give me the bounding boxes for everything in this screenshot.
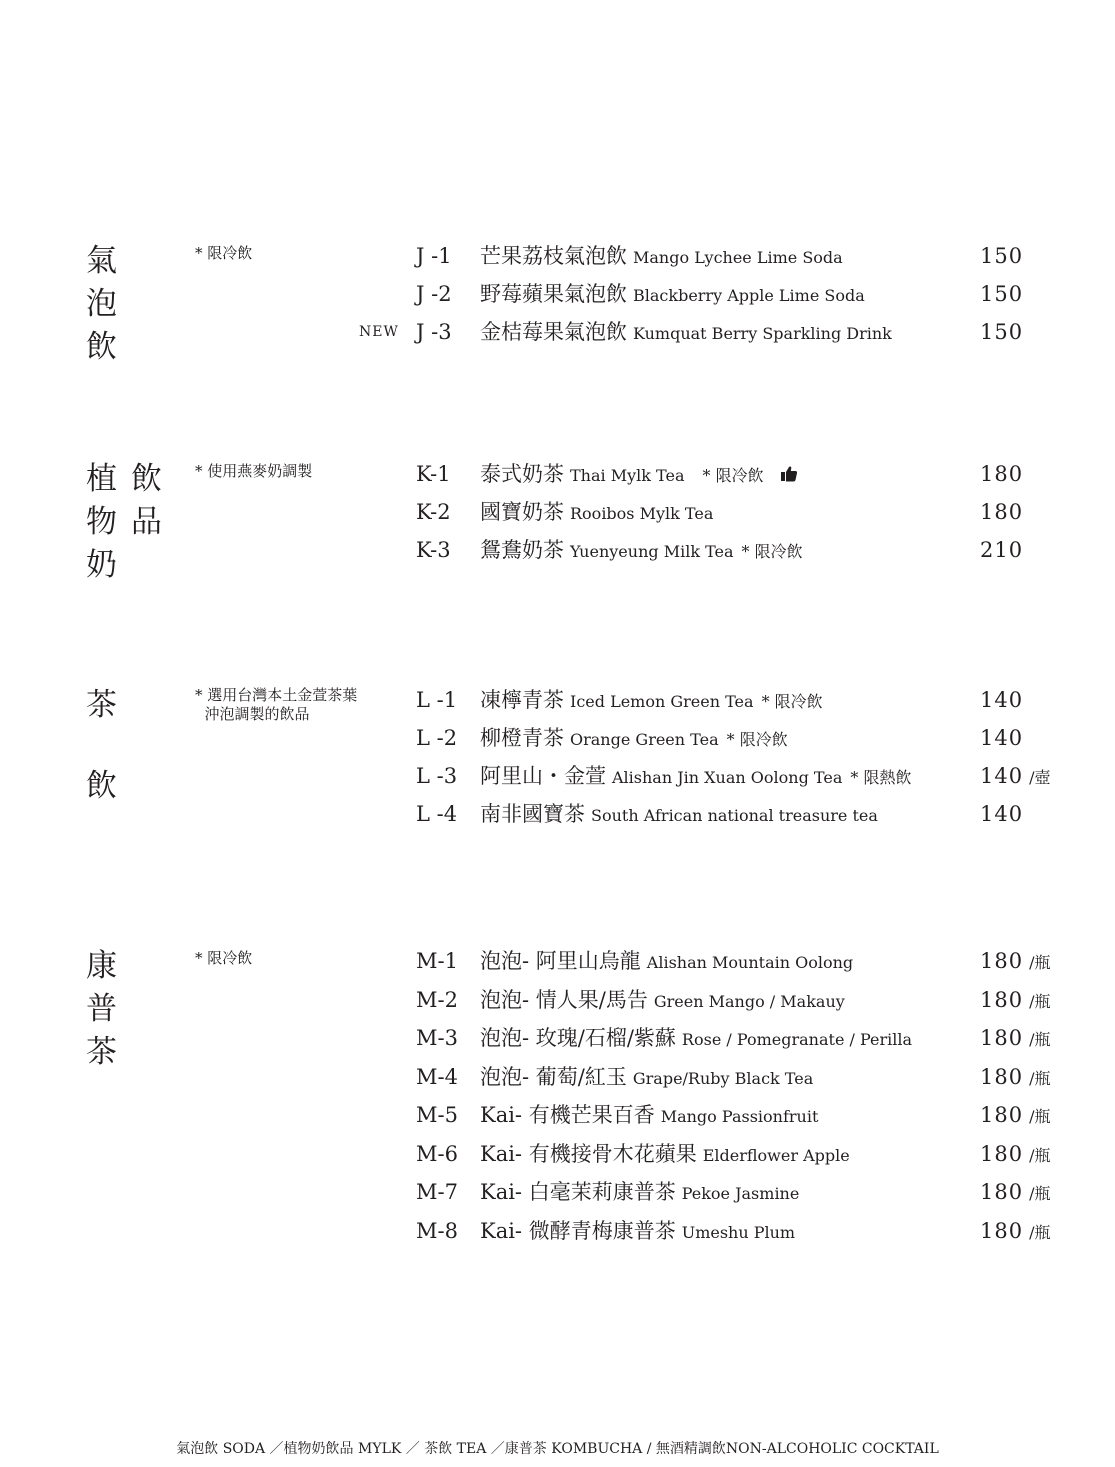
item-price: 150	[980, 244, 1024, 268]
new-badge: NEW	[359, 324, 399, 340]
item-code: M-5	[416, 1103, 458, 1127]
item-name-en: Alishan Jin Xuan Oolong Tea	[612, 768, 843, 787]
item-code: K-3	[416, 538, 451, 562]
item-price: 150	[980, 282, 1024, 306]
item-code: J -3	[416, 320, 452, 344]
item-price-value: 180	[980, 987, 1024, 1012]
section-note-soda: * 限冷飲	[195, 244, 253, 262]
menu-item[interactable]	[0, 1215, 1115, 1247]
item-price-unit: /瓶	[1029, 953, 1051, 972]
item-note: * 限熱飲	[850, 768, 912, 787]
title-char: 飲	[131, 461, 162, 497]
item-code: M-2	[416, 987, 458, 1012]
item-name	[480, 798, 878, 832]
item-code: M-7	[416, 1180, 458, 1204]
thumbs-up-icon	[780, 460, 798, 492]
item-name-zh: Kai- 有機芒果百香	[480, 1103, 655, 1127]
menu-item[interactable]	[0, 1138, 1115, 1170]
item-name	[480, 1099, 818, 1133]
item-code: L -3	[416, 764, 458, 788]
title-char: 飲	[86, 329, 117, 365]
item-price	[980, 1176, 1051, 1210]
title-char: 茶	[86, 687, 117, 723]
item-price	[980, 1061, 1051, 1095]
item-name	[480, 984, 845, 1018]
item-name-zh: 國寶奶茶	[480, 500, 564, 524]
menu-item[interactable]	[0, 1022, 1115, 1054]
item-price: 150	[980, 320, 1024, 344]
item-code: L -4	[416, 802, 458, 826]
item-name	[480, 945, 853, 979]
title-char: 植	[86, 461, 117, 497]
item-name-zh: 金桔莓果氣泡飲	[480, 320, 627, 344]
item-name-en: Pekoe Jasmine	[681, 1184, 800, 1203]
item-name	[480, 1022, 912, 1056]
item-price: 180	[980, 500, 1024, 524]
item-name-en: Umeshu Plum	[681, 1222, 796, 1242]
item-price-value: 180	[980, 949, 1024, 973]
item-price-value: 140	[980, 764, 1024, 788]
item-price-value: 180	[980, 1064, 1024, 1089]
menu-item[interactable]	[0, 278, 1115, 310]
item-name-zh: 芒果荔枝氣泡飲	[480, 244, 627, 268]
item-name-en: Alishan Mountain Oolong	[646, 953, 854, 972]
item-name	[480, 278, 865, 312]
menu-item[interactable]	[0, 798, 1115, 830]
menu-item[interactable]	[0, 1176, 1115, 1208]
item-name-zh: 泡泡- 玫瑰/石榴/紫蘇	[480, 1026, 676, 1050]
item-price-unit: /壺	[1029, 768, 1051, 787]
section-note-mylk: * 使用燕麥奶調製	[195, 462, 313, 480]
item-name-zh: Kai- 有機接骨木花蘋果	[480, 1141, 697, 1166]
item-name	[480, 240, 843, 274]
title-char: 氣	[86, 243, 117, 279]
item-price: 180	[980, 462, 1024, 486]
item-price-unit: /瓶	[1029, 1222, 1051, 1242]
item-name-en: Thai Mylk Tea	[570, 466, 685, 485]
item-name-en: Mango Passionfruit	[660, 1107, 819, 1126]
item-name-zh: 阿里山・金萱	[480, 764, 606, 788]
item-price-unit: /瓶	[1029, 1184, 1051, 1203]
item-name	[480, 1138, 850, 1172]
menu-item[interactable]	[0, 722, 1115, 754]
item-price-value: 180	[980, 1180, 1024, 1204]
menu-item[interactable]	[0, 984, 1115, 1016]
item-name-en: Orange Green Tea	[570, 730, 719, 749]
item-code: K-2	[416, 500, 451, 524]
item-name-zh: 野莓蘋果氣泡飲	[480, 282, 627, 306]
item-code: M-4	[416, 1064, 458, 1089]
item-name-en: Blackberry Apple Lime Soda	[633, 286, 865, 305]
menu-item[interactable]	[0, 945, 1115, 977]
item-name	[480, 496, 713, 530]
menu-item[interactable]	[0, 240, 1115, 272]
item-note: * 限冷飲	[702, 466, 764, 485]
item-note: * 限冷飲	[761, 692, 823, 711]
item-name	[480, 1061, 813, 1095]
item-code: M-6	[416, 1141, 458, 1166]
item-price	[980, 760, 1051, 794]
item-name-en: Rose / Pomegranate / Perilla	[681, 1030, 913, 1049]
item-name-zh: 柳橙青茶	[480, 726, 564, 750]
item-code: J -1	[416, 244, 452, 268]
item-name-en: Yuenyeung Milk Tea	[570, 542, 734, 561]
item-name-zh: Kai- 微酵青梅康普茶	[480, 1218, 676, 1243]
menu-item[interactable]	[0, 760, 1115, 792]
menu-item[interactable]	[0, 496, 1115, 528]
title-char: 泡	[86, 286, 117, 322]
item-name-zh: 泡泡- 葡萄/紅玉	[480, 1064, 627, 1089]
item-price: 210	[980, 538, 1024, 562]
item-price-unit: /瓶	[1029, 1068, 1051, 1088]
menu-item[interactable]	[0, 534, 1115, 566]
item-name-zh: 凍檸青茶	[480, 688, 564, 712]
item-name-en: Elderflower Apple	[702, 1145, 850, 1165]
item-name-zh: 南非國寶茶	[480, 802, 585, 826]
title-char: 康	[86, 948, 117, 984]
item-name	[480, 1176, 799, 1210]
menu-item[interactable]	[0, 1099, 1115, 1131]
item-price-value: 180	[980, 1026, 1024, 1050]
item-name-en: Green Mango / Makauy	[653, 991, 845, 1011]
item-name-en: Iced Lemon Green Tea	[570, 692, 754, 711]
item-name-en: Rooibos Mylk Tea	[570, 504, 714, 523]
item-note: * 限冷飲	[726, 730, 788, 749]
item-price-value: 180	[980, 1141, 1024, 1166]
item-price	[980, 945, 1051, 979]
section-note-tea: * 選用台灣本土金萱茶葉 沖泡調製的飲品	[195, 686, 358, 723]
item-price	[980, 1138, 1051, 1172]
title-char: 茶	[86, 1034, 117, 1070]
item-name-en: South African national treasure tea	[591, 806, 878, 825]
item-price-value: 180	[980, 1218, 1024, 1243]
item-code: J -2	[416, 282, 452, 306]
item-price	[980, 1215, 1051, 1249]
item-name-en: Grape/Ruby Black Tea	[632, 1068, 814, 1088]
menu-item[interactable]	[0, 1061, 1115, 1093]
item-price-unit: /瓶	[1029, 1145, 1051, 1165]
title-char: 飲	[86, 768, 117, 804]
title-char: 奶	[86, 547, 117, 583]
item-name-en: Mango Lychee Lime Soda	[633, 248, 843, 267]
menu-item[interactable]	[0, 458, 1115, 490]
item-code: M-8	[416, 1218, 458, 1243]
item-code: L -1	[416, 688, 458, 712]
item-name-zh: 泡泡- 情人果/馬告	[480, 987, 648, 1012]
item-price-unit: /瓶	[1029, 991, 1051, 1011]
item-price	[980, 1099, 1051, 1133]
item-price	[980, 984, 1051, 1018]
item-name	[480, 316, 892, 350]
title-char: 普	[86, 991, 117, 1027]
item-name-zh: 泰式奶茶	[480, 462, 564, 486]
item-name-zh: 泡泡- 阿里山烏龍	[480, 949, 641, 973]
item-code: K-1	[416, 462, 451, 486]
title-char: 品	[131, 504, 162, 540]
item-price-unit: /瓶	[1029, 1107, 1051, 1126]
item-price: 140	[980, 726, 1024, 750]
item-name	[480, 1215, 795, 1249]
item-name-en: Kumquat Berry Sparkling Drink	[633, 324, 892, 343]
item-price: 140	[980, 688, 1024, 712]
menu-item[interactable]	[0, 684, 1115, 716]
item-code: M-1	[416, 949, 458, 973]
item-price-value: 180	[980, 1103, 1024, 1127]
item-price-unit: /瓶	[1029, 1030, 1051, 1049]
item-code: M-3	[416, 1026, 458, 1050]
item-price	[980, 1022, 1051, 1056]
item-note: * 限冷飲	[741, 542, 803, 561]
item-name	[480, 760, 911, 794]
footer-category-nav: 氣泡飲 SODA ／植物奶飲品 MYLK ／ 茶飲 TEA ／康普茶 KOMBUCHA / 無酒精調飲NON-ALCOHOLIC COCKTAIL	[176, 1441, 939, 1457]
item-name-zh: Kai- 白毫茉莉康普茶	[480, 1180, 676, 1204]
item-name	[480, 684, 823, 718]
item-name-zh: 鴛鴦奶茶	[480, 538, 564, 562]
item-price: 140	[980, 802, 1024, 826]
item-name	[480, 722, 788, 756]
title-char: 物	[86, 504, 117, 540]
item-name	[480, 534, 803, 568]
item-code: L -2	[416, 726, 458, 750]
item-name	[480, 458, 798, 492]
section-note-kombucha: * 限冷飲	[195, 949, 253, 967]
menu-item[interactable]	[0, 316, 1115, 348]
